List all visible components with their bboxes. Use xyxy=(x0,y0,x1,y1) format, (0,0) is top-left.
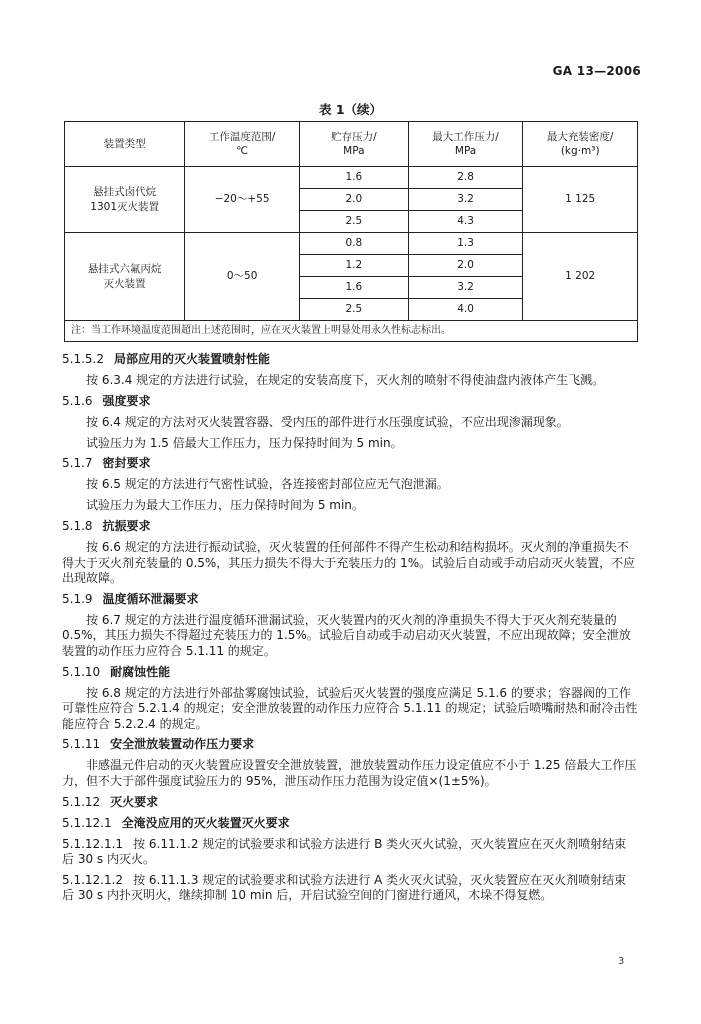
table-note-row xyxy=(65,321,638,342)
body-paragraph: 按 6.5 规定的方法进行气密性试验，各连接密封部位应无气泡泄漏。 xyxy=(86,477,449,492)
body-paragraph: 试验压力为最大工作压力，压力保持时间为 5 min。 xyxy=(86,498,364,513)
spec-table xyxy=(64,121,638,342)
section-title: 局部应用的灭火装置喷射性能 xyxy=(113,352,270,366)
section-number: 5.1.7 xyxy=(62,456,93,471)
section-number: 5.1.10 xyxy=(62,664,101,679)
clause-text: 按 6.11.1.3 规定的试验要求和试验方法进行 A 类火灭火试验，灭火装置应在灭火剂喷射结束后 30 s 内扑灭明火，继续抑制 10 min 后，开启试验空间的门窗进行通风，木垛不得复燃。 xyxy=(62,872,627,903)
storage-pressure-cell: 1.2 xyxy=(299,255,408,277)
body-paragraph: 非感温元件启动的灭火装置应设置安全泄放装置，泄放装置动作压力设定值应不小于 1.25 倍最大工作压力，但不大于部件强度试验压力的 95%，泄压动作压力范围为设定值×(1±5%)。 xyxy=(62,758,637,788)
max-pressure-cell: 2.0 xyxy=(408,255,523,277)
fill-density-cell: 1 202 xyxy=(523,233,638,321)
document-body xyxy=(62,352,638,909)
column-header: 最大工作压力/ MPa xyxy=(408,122,523,167)
max-pressure-cell: 2.8 xyxy=(408,167,523,189)
section-number: 5.1.12.1.2 xyxy=(62,872,124,887)
section-title: 全淹没应用的灭火装置灭火要求 xyxy=(121,815,290,830)
section-title: 灭火要求 xyxy=(110,794,159,809)
section-number: 5.1.12.1.1 xyxy=(62,836,124,851)
storage-pressure-cell: 2.5 xyxy=(299,211,408,233)
table-header-row xyxy=(65,122,638,167)
clause-text: 按 6.11.1.2 规定的试验要求和试验方法进行 B 类火灭火试验，灭火装置应在灭火剂喷射结束后 30 s 内灭火。 xyxy=(62,836,627,867)
section-heading xyxy=(62,795,638,811)
section-number: 5.1.8 xyxy=(62,519,93,534)
body-paragraph: 按 6.3.4 规定的方法进行试验，在规定的安装高度下，灭火剂的喷射不得使油盘内液体产生飞溅。 xyxy=(86,372,605,387)
temp-range-cell: 0～50 xyxy=(185,233,300,321)
table-row xyxy=(65,167,638,189)
page-number: 3 xyxy=(618,956,625,967)
section-number: 5.1.11 xyxy=(62,737,101,752)
section-number: 5.1.6 xyxy=(62,393,93,408)
column-header: 装置类型 xyxy=(65,122,185,167)
section-heading xyxy=(62,519,638,535)
section-title: 耐腐蚀性能 xyxy=(110,664,171,679)
max-pressure-cell: 4.3 xyxy=(408,211,523,233)
section-title: 温度循环泄漏要求 xyxy=(102,591,199,606)
section-number: 5.1.12 xyxy=(62,794,101,809)
section-title: 抗振要求 xyxy=(102,519,151,534)
body-paragraph: 试验压力为 1.5 倍最大工作压力，压力保持时间为 5 min。 xyxy=(86,435,403,450)
section-number: 5.1.5.2 xyxy=(62,352,104,366)
fill-density-cell: 1 125 xyxy=(523,167,638,233)
max-pressure-cell: 3.2 xyxy=(408,189,523,211)
section-heading xyxy=(62,665,638,681)
section-number: 5.1.12.1 xyxy=(62,815,112,830)
section-title: 强度要求 xyxy=(102,393,151,408)
device-type-cell: 悬挂式卤代烷 1301灭火装置 xyxy=(65,167,185,233)
body-paragraph: 按 6.8 规定的方法进行外部盐雾腐蚀试验，试验后灭火装置的强度应满足 5.1.6 的要求；容器阀的工作可靠性应符合 5.2.1.4 的规定；安全泄放装置的动作压力应符合 5.1.11 的规定；试验后喷嘴耐热和耐冷击性能应符合 5.2.2.4 的规定。 xyxy=(62,685,638,731)
max-pressure-cell: 1.3 xyxy=(408,233,523,255)
table-row xyxy=(65,233,638,255)
column-header: 贮存压力/ MPa xyxy=(299,122,408,167)
section-number: 5.1.9 xyxy=(62,591,93,606)
numbered-clause xyxy=(62,837,638,868)
table-note: 注：当工作环境温度范围超出上述范围时，应在灭火装置上明显处用永久性标志标出。 xyxy=(65,321,638,342)
table-caption: 表 1（续） xyxy=(318,102,383,117)
body-paragraph: 按 6.6 规定的方法进行振动试验，灭火装置的任何部件不得产生松动和结构损坏。灭火剂的净重损失不得大于灭火剂充装量的 0.5%，其压力损失不得大于充装压力的 1%。试验后自动或手动启动灭火装置，不应出现故障。 xyxy=(62,540,636,586)
section-title: 密封要求 xyxy=(102,456,151,471)
standard-code: GA 13—2006 xyxy=(552,64,641,78)
section-title: 安全泄放装置动作压力要求 xyxy=(110,737,255,752)
section-heading xyxy=(62,737,638,753)
max-pressure-cell: 3.2 xyxy=(408,277,523,299)
max-pressure-cell: 4.0 xyxy=(408,299,523,321)
column-header: 最大充装密度/ (kg·m³) xyxy=(523,122,638,167)
section-heading xyxy=(62,592,638,608)
section-heading xyxy=(62,394,638,410)
section-heading xyxy=(62,456,638,472)
column-header: 工作温度范围/ ℃ xyxy=(185,122,300,167)
numbered-clause xyxy=(62,873,638,904)
storage-pressure-cell: 2.0 xyxy=(299,189,408,211)
device-type-cell: 悬挂式六氟丙烷 灭火装置 xyxy=(65,233,185,321)
body-paragraph: 按 6.7 规定的方法进行温度循环泄漏试验，灭火装置内的灭火剂的净重损失不得大于灭火剂充装量的 0.5%，其压力损失不得超过充装压力的 1.5%。试验后自动或手动启动灭火装置，不应出现故障；安全泄放装置的动作压力应符合 5.1.11 的规定。 xyxy=(62,612,631,658)
body-paragraph: 按 6.4 规定的方法对灭火装置容器、受内压的部件进行水压强度试验，不应出现渗漏现象。 xyxy=(86,414,569,429)
storage-pressure-cell: 1.6 xyxy=(299,277,408,299)
section-heading xyxy=(62,816,638,832)
storage-pressure-cell: 1.6 xyxy=(299,167,408,189)
section-heading xyxy=(62,352,638,368)
storage-pressure-cell: 0.8 xyxy=(299,233,408,255)
temp-range-cell: −20～+55 xyxy=(185,167,300,233)
storage-pressure-cell: 2.5 xyxy=(299,299,408,321)
